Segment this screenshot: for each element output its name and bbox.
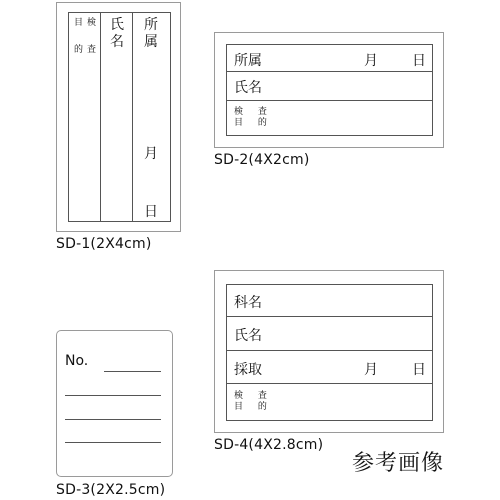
purpose-line1: 検 査 xyxy=(234,107,273,117)
day-char: 日 xyxy=(144,204,158,220)
day-label: 日 xyxy=(412,362,426,378)
char: 的 xyxy=(73,45,83,55)
subject-label: 科名 xyxy=(234,295,262,311)
label-sd2 xyxy=(214,32,444,148)
caption-sd2: SD-2(4X2cm) xyxy=(214,152,310,168)
caption-sd1: SD-1(2X4cm) xyxy=(56,236,152,252)
char: 所 xyxy=(144,17,158,33)
day-label: 日 xyxy=(412,53,426,69)
name-chars xyxy=(109,17,125,51)
char: 属 xyxy=(144,34,158,50)
collection-label: 採取 xyxy=(234,362,262,378)
label-sd1-frame xyxy=(68,12,171,222)
name-row xyxy=(227,317,432,351)
char: 査 xyxy=(86,45,96,55)
purpose-line2: 目 的 xyxy=(234,402,273,412)
char: 名 xyxy=(110,34,124,50)
char: 氏 xyxy=(110,17,124,33)
purpose-row xyxy=(227,384,432,420)
purpose-line1: 検 査 xyxy=(234,391,273,401)
subject-row xyxy=(227,285,432,317)
name-row xyxy=(227,72,432,101)
label-sd4-frame xyxy=(226,284,433,421)
caption-sd4: SD-4(4X2.8cm) xyxy=(214,437,324,453)
blank-line xyxy=(65,442,161,443)
blank-line xyxy=(65,395,161,396)
collection-row xyxy=(227,351,432,384)
blank-line xyxy=(65,419,161,420)
month-label: 月 xyxy=(364,53,378,69)
dept-column xyxy=(133,13,170,221)
label-sd1 xyxy=(56,2,181,232)
name-label: 氏名 xyxy=(234,80,262,96)
dept-label: 所属 xyxy=(234,53,262,69)
char: 検 xyxy=(86,18,96,28)
purpose-chars-a xyxy=(73,17,84,57)
purpose-chars-b xyxy=(86,17,97,57)
month-label: 月 xyxy=(364,362,378,378)
number-blank-line xyxy=(104,371,161,372)
dept-row xyxy=(227,45,432,72)
char: 目 xyxy=(73,18,83,28)
label-sd2-frame xyxy=(226,44,433,136)
purpose-column xyxy=(69,13,101,221)
label-sd4 xyxy=(214,270,444,433)
month-char: 月 xyxy=(144,146,158,162)
purpose-row xyxy=(227,101,432,135)
reference-note: 参考画像 xyxy=(352,451,445,476)
name-label: 氏名 xyxy=(234,328,262,344)
number-label: No. xyxy=(65,353,89,369)
label-sd3 xyxy=(56,330,173,477)
dept-chars xyxy=(143,17,159,51)
caption-sd3: SD-3(2X2.5cm) xyxy=(56,482,166,498)
name-column xyxy=(101,13,133,221)
purpose-line2: 目 的 xyxy=(234,118,273,128)
